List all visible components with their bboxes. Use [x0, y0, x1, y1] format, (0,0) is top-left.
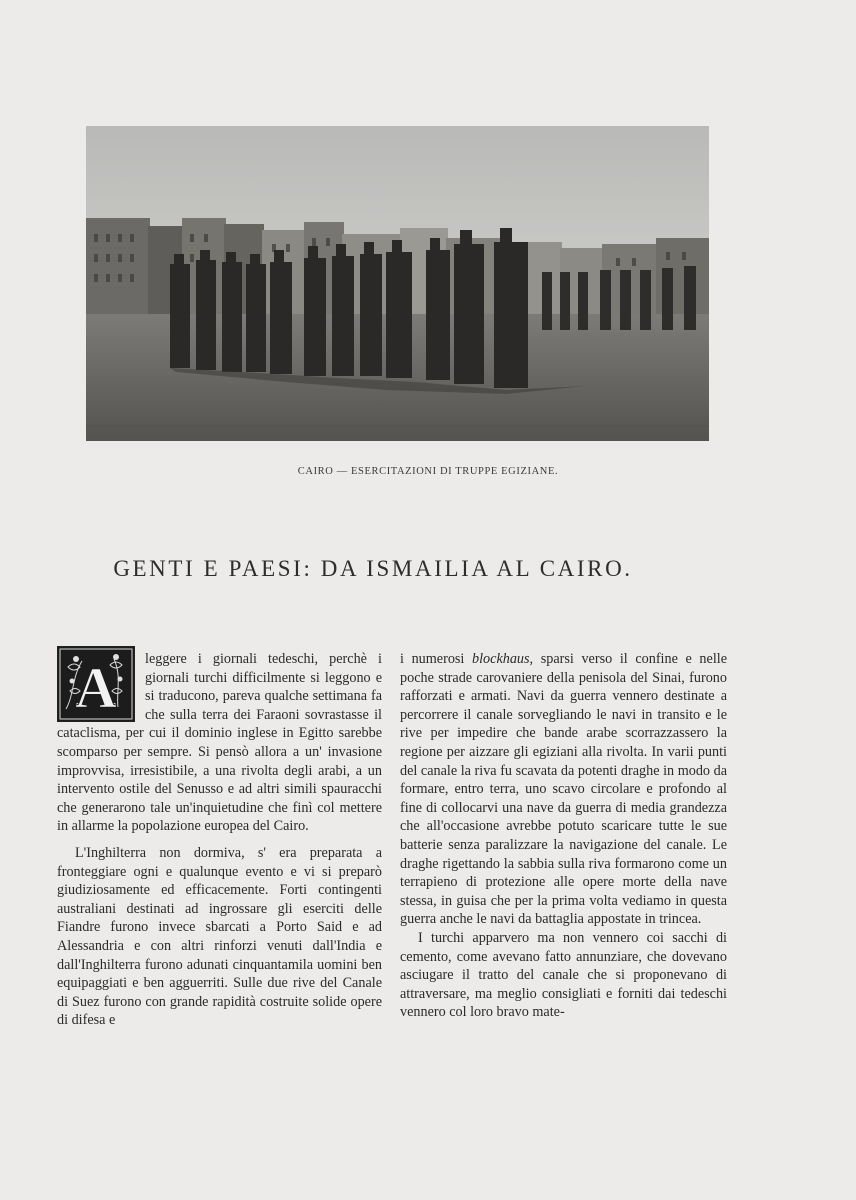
paragraph-1: leggere i giornali tedeschi, perchè i giornali turchi difficilmente si leggono e si traducono, pareva qualche settimana fa che sulla terra dei Faraoni sovrastasse il cataclisma, per cui il dominio inglese in Egitto sarebbe scomparso per sempre. Si pensò allora a un' invasione improvvisa, irresistibile, a una rivolta degli arabi, a un intervento ostile del Senusso e ad altri simili spauracchi che generarono tale un'inquietudine che finì col mettere in allarme la popolazione europea del Cairo.	[57, 651, 382, 835]
floral-drop-cap-icon	[58, 647, 134, 721]
article-column-right	[400, 650, 727, 1022]
photograph-soldiers-drill	[86, 126, 709, 441]
photo-caption: CAIRO — ESERCITAZIONI DI TRUPPE EGIZIANE.	[297, 466, 559, 477]
paragraph-3-start: i numerosi	[400, 651, 473, 667]
italic-term: blockhaus	[472, 651, 530, 667]
article-column-left	[57, 650, 382, 1030]
article-title: GENTI E PAESI: DA ISMAILIA AL CAIRO.	[113, 556, 633, 581]
drop-cap-letter: A	[75, 655, 117, 720]
photo-illustration	[86, 126, 709, 441]
paragraph-2: L'Inghilterra non dormiva, s' era preparata a fronteggiare ogni e qualunque evento e vi si preparò giudiziosamente ed efficacemente. Forti contingenti australiani destinati ad ingrossare gli eserciti delle Fiandre furono invece sbarcati a Porto Said e ad Alessandria e con altri rinforzi venuti dall'India e dall'Inghilterra furono adunati cinquantamila uomini ben equipaggiati e ben agguerriti. Sulle due rive del Canale di Suez furono con grande rapidità costruite solide opere di difesa e	[57, 844, 382, 1029]
paragraph-4: I turchi apparvero ma non vennero coi sacchi di cemento, come avevano fatto annunziare, che dovevano asciugare il tratto del canale che si proponevano di attraversare, ma meglio consigliati e forniti dai tedeschi vennero col loro bravo mate-	[400, 929, 727, 1021]
paragraph-3	[400, 650, 727, 929]
paragraph-3-rest: , sparsi verso il confine e nelle poche strade carovaniere della penisola del Sinai, furono rafforzati e armati. Navi da guerra vennero destinate a percorrere il canale sorvegliando le navi in transito e le rive per impedire che bande arabe scorrazzassero la regione per aizzare gli egiziani alla rivolta. In varii punti del canale la riva fu scavata da potenti draghe in modo da formare, entro terra, uno scavo circolare e profondo al fine di collocarvi una nave da guerra di media grandezza che all'occasione avrebbe potuto scaricare tutte le sue batterie senza paralizzare la navigazione del canale. Le draghe rigettando la sabbia sulla riva formarono come un terrapieno di protezione alle opere morte della nave stessa, in guisa che per la prima volta vediamo in questa guerra anche le navi da battaglia appostate in trincea.	[400, 651, 728, 928]
drop-cap-ornament	[57, 646, 135, 722]
